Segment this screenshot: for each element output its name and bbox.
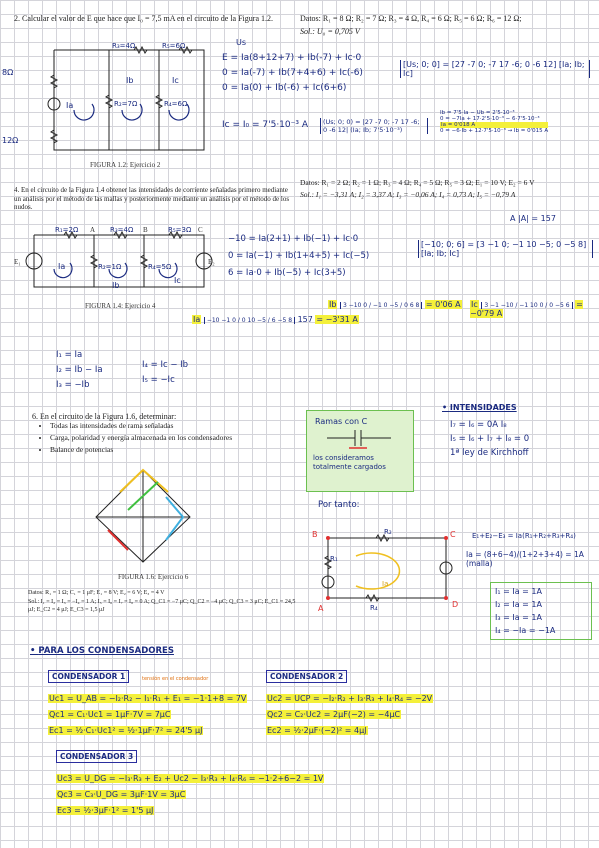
ex4-determinant: A |A| = 157	[510, 214, 556, 223]
capacitor-2-block	[266, 664, 433, 739]
ex2-result-2: 0 = −7Ia + 17·2'5·10⁻³ − 6·7'5·10⁻³	[440, 116, 540, 122]
ex2-r5-label: R₅=6Ω	[162, 42, 186, 50]
ex4-ia-den: 157	[297, 315, 313, 324]
ex2-r2-label: R₂=7Ω	[114, 100, 138, 108]
ex2-statement: 2. Calcular el valor de E que hace que I₀ = 7,5 mA en el circuito de la Figura 1.2.	[14, 14, 273, 23]
ex6-node-b: B	[312, 530, 318, 539]
ex2-eq-b: 0 = Ia(-7) + Ib(7+4+6) + Ic(-6)	[222, 68, 363, 78]
ex6-capacitors-title: PARA LOS CONDENSADORES	[38, 646, 174, 656]
capacitor-3-charge-text: Qc3 = C₃·U_DG = 3μF·1V = 3μC	[57, 790, 186, 799]
ex2-r6-label: 12Ω	[2, 136, 19, 145]
ex4-node-c: C	[198, 226, 203, 234]
ex4-r1-label: R₁=2Ω	[55, 226, 79, 234]
ex4-currents-left	[56, 348, 103, 393]
ex2-ib-label: Ib	[126, 76, 134, 85]
ex2-figure-caption: FIGURA 1.2: Ejercicio 2	[90, 161, 161, 169]
ex4-matrix	[418, 240, 593, 258]
ex4-r2-label: R₂=1Ω	[98, 263, 122, 271]
ex6-loop-circuit	[316, 526, 466, 614]
ex6-figure-caption: FIGURA 1.6: Ejercicio 6	[118, 573, 189, 581]
ex6-bullet-list	[38, 420, 232, 456]
ex2-cramer-text: (Us; 0; 0) = |27 -7 0; -7 17 -6; 0 -6 12| (Ia; Ib; 7'5·10⁻³)	[320, 118, 428, 134]
ex6-statement: 6. En el circuito de la Figura 1.6, determinar:	[32, 412, 177, 421]
ex2-result-4: 0 = −6·Ib + 12·7'5·10⁻³ → Ib = 0'015 A	[440, 128, 549, 134]
ex4-ib-label: Ib	[112, 281, 120, 290]
ex4-ia-label: Ia	[58, 262, 66, 271]
ex2-ic-label: Ic	[172, 76, 179, 85]
capacitor-3-title: CONDENSADOR 3	[56, 750, 137, 763]
ex4-matrix-text: [−10; 0; 6] = [3 −1 0; −1 10 −5; 0 −5 8] [Ia; Ib; Ic]	[418, 240, 593, 258]
ex4-ic-result: Ic 3 −1 −10 / −1 10 0 / 0 −5 6 = −0'79 A	[470, 300, 583, 318]
ex6-note-text: los consideramos totalmente cargados	[313, 454, 386, 471]
ex6-result: I₃ = Ia = 1A	[495, 613, 542, 622]
ex4-i3: I₃ = −Ib	[56, 380, 90, 390]
ex4-i1: I₁ = Ia	[56, 350, 83, 360]
capacitor-2-energy	[266, 723, 433, 739]
ex6-results-box	[490, 582, 592, 640]
ex4-ib-result: Ib 3 −10 0 / −1 0 −5 / 0 6 8 = 0'06 A	[329, 300, 461, 309]
ex4-ib-name: Ib	[329, 300, 337, 309]
ex6-note-title: Ramas con C	[315, 417, 368, 426]
ex6-node-a: A	[318, 604, 324, 613]
capacitor-3-charge	[56, 787, 324, 803]
capacitor-1-tag: tensión en el condensador	[142, 676, 209, 682]
ex6-intensities	[450, 418, 529, 460]
ex4-ic-label: Ic	[174, 276, 181, 285]
capacitor-icon	[307, 426, 411, 450]
ex4-ic-value: = −0'79 A	[470, 300, 583, 318]
ex2-ia-label: Ia	[66, 101, 74, 110]
ex2-result-1: Ib = 7'5·Ia − Ub = 2'5·10⁻³	[440, 110, 515, 116]
capacitor-3-energy	[56, 803, 324, 819]
ex2-r4-label: R₄=6Ω	[164, 100, 188, 108]
ex6-por-tanto: Por tanto:	[318, 500, 360, 510]
ex4-r5-label: R₅=3Ω	[168, 226, 192, 234]
capacitor-1-energy	[48, 723, 247, 739]
ex4-r4-label: R₄=5Ω	[148, 263, 172, 271]
capacitor-1-voltage	[48, 691, 247, 707]
ex6-node-c: C	[450, 530, 456, 539]
ex2-datos: Datos: R₁ = 8 Ω; R₂ = 7 Ω; R₃ = 4 Ω, R₄ = 6 Ω; R₅ = 6 Ω; R₆ = 12 Ω;	[300, 14, 522, 23]
ex4-eq-1: −10 = Ia(2+1) + Ib(−1) + Ic·0	[228, 234, 359, 244]
capacitor-1-title: CONDENSADOR 1	[48, 670, 129, 683]
ex6-loop-ia: Ia	[382, 580, 389, 588]
ex2-eq-a: E = Ia(8+12+7) + Ib(-7) + Ic·0	[222, 53, 362, 63]
ex2-matrix-text: [Us; 0; 0] = [27 -7 0; -7 17 -6; 0 -6 12] [Ia; Ib; Ic]	[400, 60, 590, 78]
ex4-currents-right	[142, 358, 188, 388]
ex6-result: I₂ = Ia = 1A	[495, 600, 542, 609]
ex2-results	[440, 110, 548, 134]
ex6-solution: Sol.: I₁ = I₂ = I₃ = −I₄ = 1 A; I₅ = I₆ = I₇ = I₈ = 0 A; Q_C1 = −7 μC; Q_C2 = −4 μC; Q_C3 = 3 μC; E_C1 = 24,5 μJ; E_C2 = 4 μJ; E_C3 = 1,5 μJ	[28, 599, 296, 613]
ex2-us-label: Us	[236, 38, 247, 47]
ex6-capacitors-heading: • PARA LOS CONDENSADORES	[30, 646, 174, 656]
capacitor-1-block	[48, 664, 247, 739]
ex4-node-a: A	[90, 226, 96, 234]
ex6-loop-r4: R₄	[370, 604, 378, 612]
ex2-matrix	[400, 60, 590, 78]
ex4-e1-label: E₁	[14, 258, 21, 266]
ex4-eq-3: 6 = Ia·0 + Ib(−5) + Ic(3+5)	[228, 268, 346, 278]
capacitor-2-energy-text: Ec2 = ½·2μF·(−2)² = 4μJ	[267, 726, 367, 735]
ex4-i5: I₅ = −Ic	[142, 375, 175, 385]
ex6-intens-1: I₇ = I₆ = 0A I₈	[450, 420, 507, 430]
capacitor-2-charge	[266, 707, 433, 723]
ex2-result-3: Ia = 0'018 A	[440, 122, 548, 128]
capacitor-2-title: CONDENSADOR 2	[266, 670, 347, 683]
ex4-r3-label: R₃=4Ω	[110, 226, 134, 234]
ex4-solution: Sol.: I₁ = −3,31 A; I₂ = 3,37 A; I₃ = −0,06 A; I₄ = 0,73 A; I₅ = −0,79 A	[300, 190, 516, 199]
ex6-loop-r2: R₂	[384, 528, 392, 536]
ex6-intens-3: 1ª ley de Kirchhoff	[450, 448, 529, 458]
ex4-datos: Datos: R₁ = 2 Ω; R₂ = 1 Ω; R₃ = 4 Ω; R₄ = 5 Ω; R₅ = 3 Ω; E₁ = 10 V; E₂ = 6 V	[300, 178, 535, 187]
ex2-r3-label: R₃=4Ω	[112, 42, 136, 50]
ex4-figure-caption: FIGURA 1.4: Ejercicio 4	[85, 302, 156, 310]
ex4-eq-2: 0 = Ia(−1) + Ib(1+4+5) + Ic(−5)	[228, 251, 370, 261]
ex4-ia-name: Ia	[193, 315, 201, 324]
ex4-node-b: B	[143, 226, 148, 234]
capacitor-1-energy-text: Ec1 = ½·C₁·Uc1² = ½·1μF·7² = 24'5 μJ	[49, 726, 203, 735]
ex4-ic-name: Ic	[471, 300, 478, 309]
ex2-r1-label: 8Ω	[2, 68, 14, 77]
capacitor-1-charge	[48, 707, 247, 723]
capacitor-1-charge-text: Qc1 = C₁·Uc1 = 1μF·7V = 7μC	[49, 710, 171, 719]
capacitor-3-voltage-text: Uc3 = U_DG = −I₃·R₃ + E₂ + Uc2 − I₃·R₃ + I₄·R₆ = −1·2+6−2 = 1V	[57, 774, 324, 783]
ex6-loop-r1: R₁	[330, 555, 338, 563]
ex4-i2: I₂ = Ib − Ia	[56, 365, 103, 375]
ex6-ia-eq: Ia = (8+6−4)/(1+2+3+4) = 1A (malla)	[466, 550, 584, 568]
ex4-i4: I₄ = Ic − Ib	[142, 360, 189, 370]
capacitor-2-voltage	[266, 691, 433, 707]
capacitor-3-block	[56, 744, 324, 819]
ex6-intensities-title: • INTENSIDADES	[442, 403, 517, 412]
ex6-intens-2: I₅ = I₆ + I₇ + I₈ = 0	[450, 434, 530, 444]
ex6-kvl: E₁+E₂−E₃ = Ia(R₁+R₂+R₃+R₄)	[472, 532, 576, 540]
ex6-bullet: • Carga, polaridad y energía almacenada en los condensadores	[50, 432, 232, 444]
capacitor-3-voltage	[56, 771, 324, 787]
ex6-datos: Datos: R₁ = 1 Ω; C₁ = 1 μF; E₁ = 8 V; E₂ = 6 V; E₃ = 4 V	[28, 590, 165, 596]
ex4-ib-value: = 0'06 A	[425, 300, 461, 309]
capacitor-3-energy-text: Ec3 = ½·3μF·1² = 1'5 μJ	[57, 806, 154, 815]
ex6-intensities-heading: INTENSIDADES	[449, 403, 517, 412]
ex2-cramer	[320, 118, 428, 134]
ex6-node-d: D	[452, 600, 459, 609]
ex6-bullet: • Balance de potencias	[50, 444, 232, 456]
capacitor-2-charge-text: Qc2 = C₂·Uc2 = 2μF(−2) = −4μC	[267, 710, 401, 719]
ex4-e2-label: E₂	[208, 258, 215, 266]
ex6-bullet: • Todas las intensidades de rama señaladas	[50, 420, 232, 432]
capacitor-2-voltage-text: Uc2 = UCP = −I₂·R₂ + I₃·R₃ + I₄·R₄ = −2V	[267, 694, 433, 703]
ex6-result: I₄ = −Ia = −1A	[495, 626, 556, 635]
ex2-eq-c: 0 = Ia(0) + Ib(-6) + Ic(6+6)	[222, 83, 347, 93]
ex6-note-box	[306, 410, 414, 492]
ex4-statement: 4. En el circuito de la Figura 1.4 obtener las intensidades de corriente señaladas primero mediante un análisis por el método de las mallas y posteriormente mediante un análisis por el método de los nudos.	[14, 186, 290, 211]
ex6-circuit	[88, 462, 198, 567]
ex4-ia-result: Ia −10 −1 0 / 0 10 −5 / 6 −5 8 157 = −3'31 A	[193, 315, 358, 324]
ex2-ic-line: Ic = I₀ = 7'5·10⁻³ A	[222, 120, 309, 130]
ex6-result: I₁ = Ia = 1A	[495, 587, 542, 596]
ex2-solution: Sol.: U₀ = 0,705 V	[300, 27, 360, 36]
ex4-ia-value: = −3'31 A	[316, 315, 358, 324]
capacitor-1-voltage-text: Uc1 = U_AB = −I₂·R₂ − I₁·R₁ + E₁ = −1·1+8 = 7V	[49, 694, 247, 703]
